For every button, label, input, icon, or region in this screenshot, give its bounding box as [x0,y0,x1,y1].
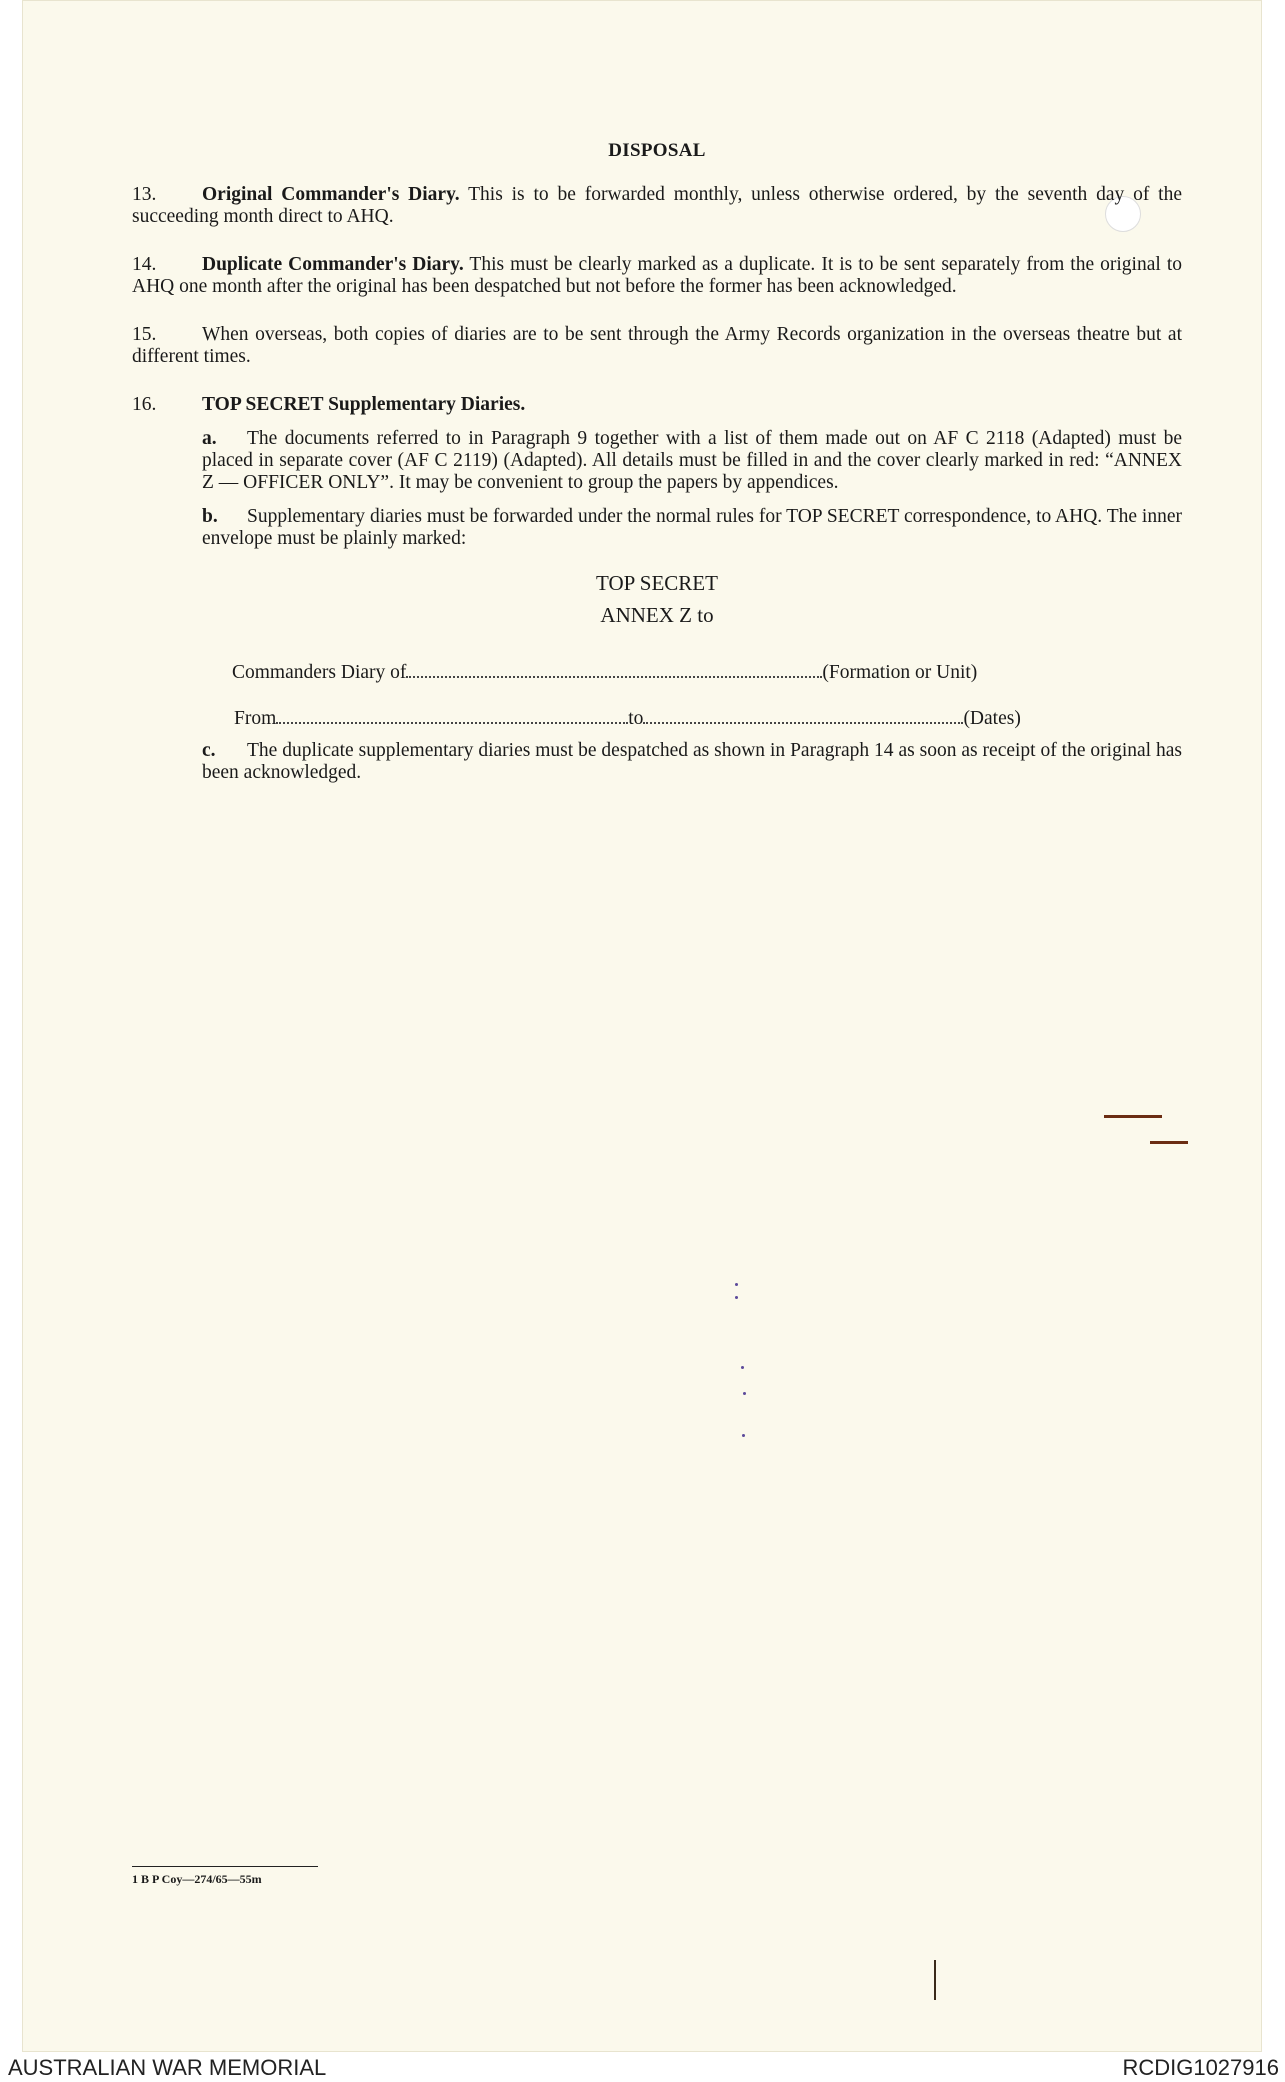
form-suffix: (Formation or Unit) [822,662,978,683]
paragraph-number: 15. [132,324,157,345]
ink-speck [742,1434,745,1437]
ink-speck [743,1392,746,1395]
paragraph-number: 13. [132,184,157,205]
paragraph-15 [132,324,1182,368]
paragraph-title: TOP SECRET Supplementary Diaries. [202,394,526,415]
form-label: From [234,708,277,729]
form-label: to [628,708,644,729]
paragraph-text: This is to be forwarded monthly, unless otherwise ordered, by the seventh day of the succeeding month direct to AHQ. [132,184,1182,227]
paragraph-text: This must be clearly marked as a duplicate. It is to be sent separately from the original to AHQ one month after the original has been despatched but not before the former has been acknowledged. [132,254,1182,297]
document-body [132,140,1182,796]
ink-speck [735,1283,738,1286]
form-line-dates [234,708,1182,730]
subparagraph-label: b. [202,506,218,527]
subparagraph-text: Supplementary diaries must be forwarded under the normal rules for TOP SECRET correspondence, to AHQ. The inner envelope must be plainly marked: [202,506,1182,549]
paragraph-number: 14. [132,254,157,275]
paragraph-title: Duplicate Commander's Diary. [202,254,464,275]
subparagraph-b [202,506,1182,550]
blank-field [643,708,963,724]
archive-name: AUSTRALIAN WAR MEMORIAL [8,2055,327,2080]
paragraph-13 [132,184,1182,228]
subparagraph-label: c. [202,740,216,761]
archive-id: RCDIG1027916 [1122,2055,1279,2080]
subparagraph-text: The documents referred to in Paragraph 9 together with a list of them made out on AF C 2118 (Adapted) must be placed in separate cover (AF C 2119) (Adapted). All details must be filled in and the cover clearly marked in red: “ANNEX Z — OFFICER ONLY”. It may be convenient to group the papers by appendices. [202,428,1182,493]
paragraph-number: 16. [132,394,157,415]
subparagraph-text: The duplicate supplementary diaries must be despatched as shown in Paragraph 14 as soon as receipt of the original has been acknowledged. [202,740,1182,783]
paragraph-14 [132,254,1182,298]
ink-speck [735,1296,738,1299]
section-heading: DISPOSAL [608,140,706,161]
archive-caption-bar [0,2052,1285,2082]
form-label: Commanders Diary of [232,662,407,683]
printer-code: 1 B P Coy—274/65—55m [132,1866,318,1887]
blank-field [406,662,822,678]
paragraph-title: Original Commander's Diary. [202,184,460,205]
subparagraph-a [202,428,1182,494]
envelope-marking-line1: TOP SECRET [596,571,718,595]
document-page [22,0,1262,2052]
ink-speck [741,1366,744,1369]
blank-field [276,708,628,724]
subparagraph-label: a. [202,428,217,449]
envelope-marking-line2: ANNEX Z to [600,603,714,627]
form-line-diary [232,662,1182,684]
paragraph-16 [132,394,1182,784]
form-suffix: (Dates) [963,708,1021,729]
ink-mark [1150,1141,1188,1144]
pen-stroke [934,1960,936,2000]
paragraph-text: When overseas, both copies of diaries are to be sent through the Army Records organization in the overseas theatre but at different times. [132,324,1182,367]
ink-mark [1104,1115,1162,1118]
subparagraph-c [202,740,1182,784]
